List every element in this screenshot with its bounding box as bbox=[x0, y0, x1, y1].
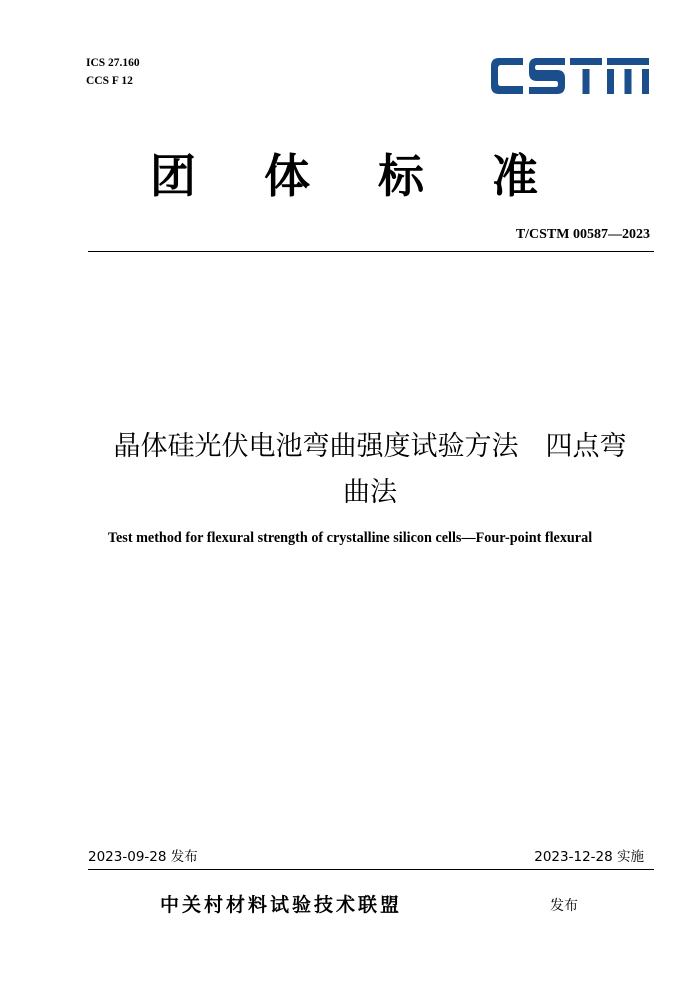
implement-date: 2023-12-28 实施 bbox=[534, 849, 644, 865]
header-divider bbox=[88, 251, 654, 252]
standard-type-heading: 团 体 标 准 bbox=[149, 149, 565, 203]
english-title: Test method for flexural strength of crystalline silicon cells—Four-point flexural bbox=[107, 530, 593, 546]
footer-divider bbox=[88, 869, 654, 870]
chinese-title-line-1: 晶体硅光伏电池弯曲强度试验方法 四点弯 bbox=[113, 431, 627, 462]
issuing-organization: 中关村材料试验技术联盟 bbox=[160, 894, 403, 916]
standard-number: T/CSTM 00587—2023 bbox=[515, 227, 650, 242]
issued-label: 发布 bbox=[550, 898, 578, 914]
cstm-logo bbox=[487, 52, 653, 100]
chinese-title-line-2: 曲法 bbox=[343, 477, 397, 508]
ics-code: ICS 27.160 bbox=[86, 57, 140, 69]
publish-date: 2023-09-28 发布 bbox=[88, 849, 198, 865]
ccs-code: CCS F 12 bbox=[86, 75, 133, 87]
classification-codes bbox=[86, 54, 140, 90]
chinese-title bbox=[60, 424, 680, 516]
